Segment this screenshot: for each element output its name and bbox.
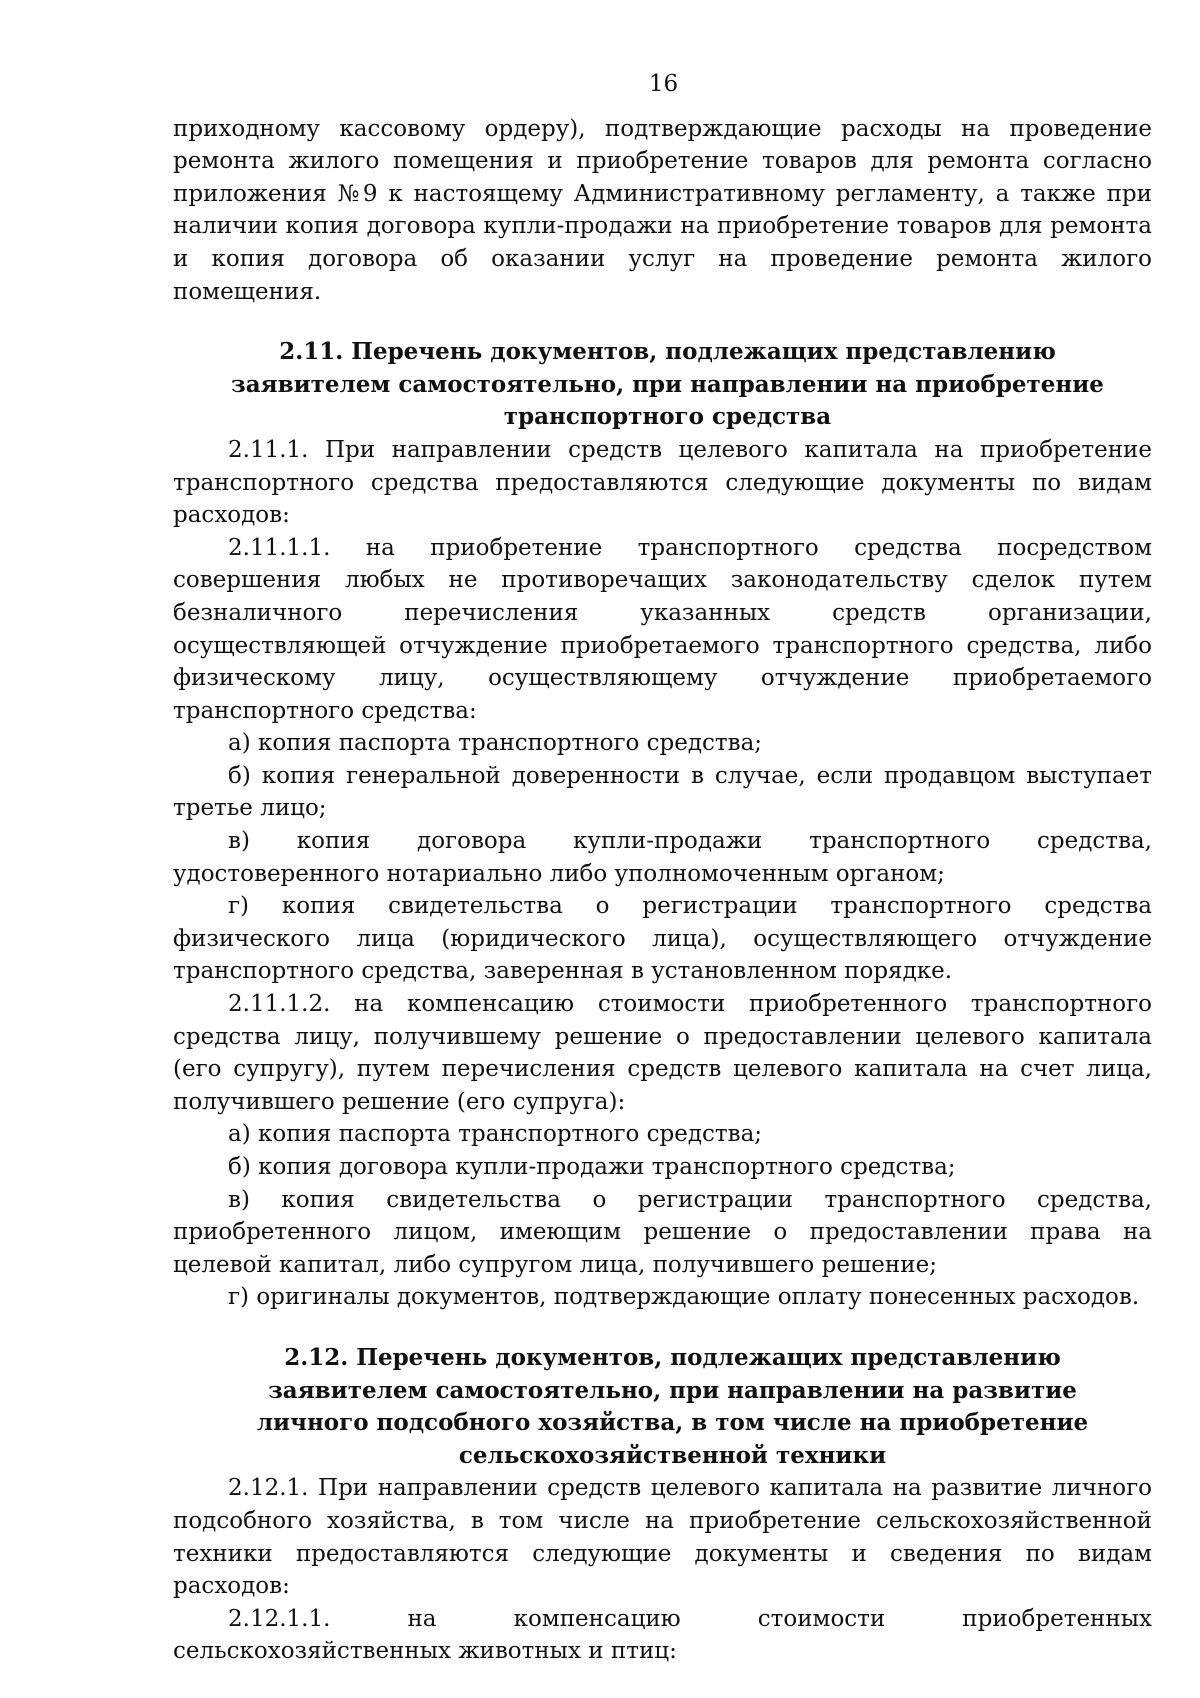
- list-item-g: г) копия свидетельства о регистрации транспортного средства физического лица (юридического лица), осуществляющего отчуждение транспортного средства, заверенная в установленном порядке.: [173, 893, 1152, 985]
- list-item-a: а) копия паспорта транспортного средства;: [228, 1121, 763, 1148]
- paragraph-2-11-1-1: 2.11.1.1. на приобретение транспортного средства посредством совершения любых не противоречащих законодательству сделок путем безналичного перечисления указанных средств организации, осуществляющей отчуждение приобретаемого транспортного средства, либо физическому лицу, осуществляющему отчуждение приобретаемого транспортного средства:: [173, 534, 1152, 724]
- list-item-a: а) копия паспорта транспортного средства;: [228, 730, 763, 757]
- paragraph-2-12-1: 2.12.1. При направлении средств целевого капитала на развитие личного подсобного хозяйства, в том числе на приобретение сельскохозяйственной техники предоставляются следующие документы и сведения по видам расходов:: [173, 1475, 1152, 1600]
- paragraph-2-11-1-2: 2.11.1.2. на компенсацию стоимости приобретенного транспортного средства лицу, получившему решение о предоставлении целевого капитала (его супругу), путем перечисления средств целевого капитала на счет лица, получившего решение (его супруга):: [173, 991, 1152, 1115]
- spacer: [173, 1314, 1152, 1342]
- list-item-v: в) копия договора купли-продажи транспортного средства, удостоверенного нотариально либо уполномоченным органом;: [173, 828, 1152, 887]
- section-2-11-heading: 2.11. Перечень документов, подлежащих представлению заявителем самостоятельно, при направлении на приобретение транспортного средства: [231, 338, 1104, 431]
- paragraph-2-12-1-1: 2.12.1.1. на компенсацию стоимости приобретенных сельскохозяйственных животных и птиц:: [173, 1605, 1152, 1665]
- list-item-g: г) оригиналы документов, подтверждающие оплату понесенных расходов.: [228, 1284, 1140, 1311]
- paragraph-2-11-1: 2.11.1. При направлении средств целевого капитала на приобретение транспортного средства предоставляются следующие документы по видам расходов:: [173, 436, 1152, 529]
- list-item-b: б) копия генеральной доверенности в случае, если продавцом выступает третье лицо;: [173, 762, 1152, 822]
- section-2-12-heading: 2.12. Перечень документов, подлежащих представлению заявителем самостоятельно, при направлении на развитие личного подсобного хозяйства, в том числе на приобретение сельскохозяйственной техники: [256, 1343, 1089, 1469]
- continuation-paragraph: приходному кассовому ордеру), подтверждающие расходы на проведение ремонта жилого помещения и приобретение товаров для ремонта согласно приложения №9 к настоящему Административному регламенту, а также при наличии копия договора купли-продажи на приобретение товаров для ремонта и копия договора об оказании услуг на проведение ремонта жилого помещения.: [173, 115, 1152, 305]
- list-item-b: б) копия договора купли-продажи транспортного средства;: [228, 1154, 956, 1180]
- spacer: [173, 308, 1152, 336]
- page-number: 16: [648, 71, 679, 97]
- list-item-v: в) копия свидетельства о регистрации транспортного средства, приобретенного лицом, имеющим решение о предоставлении права на целевой капитал, либо супругом лица, получившего решение;: [173, 1186, 1152, 1278]
